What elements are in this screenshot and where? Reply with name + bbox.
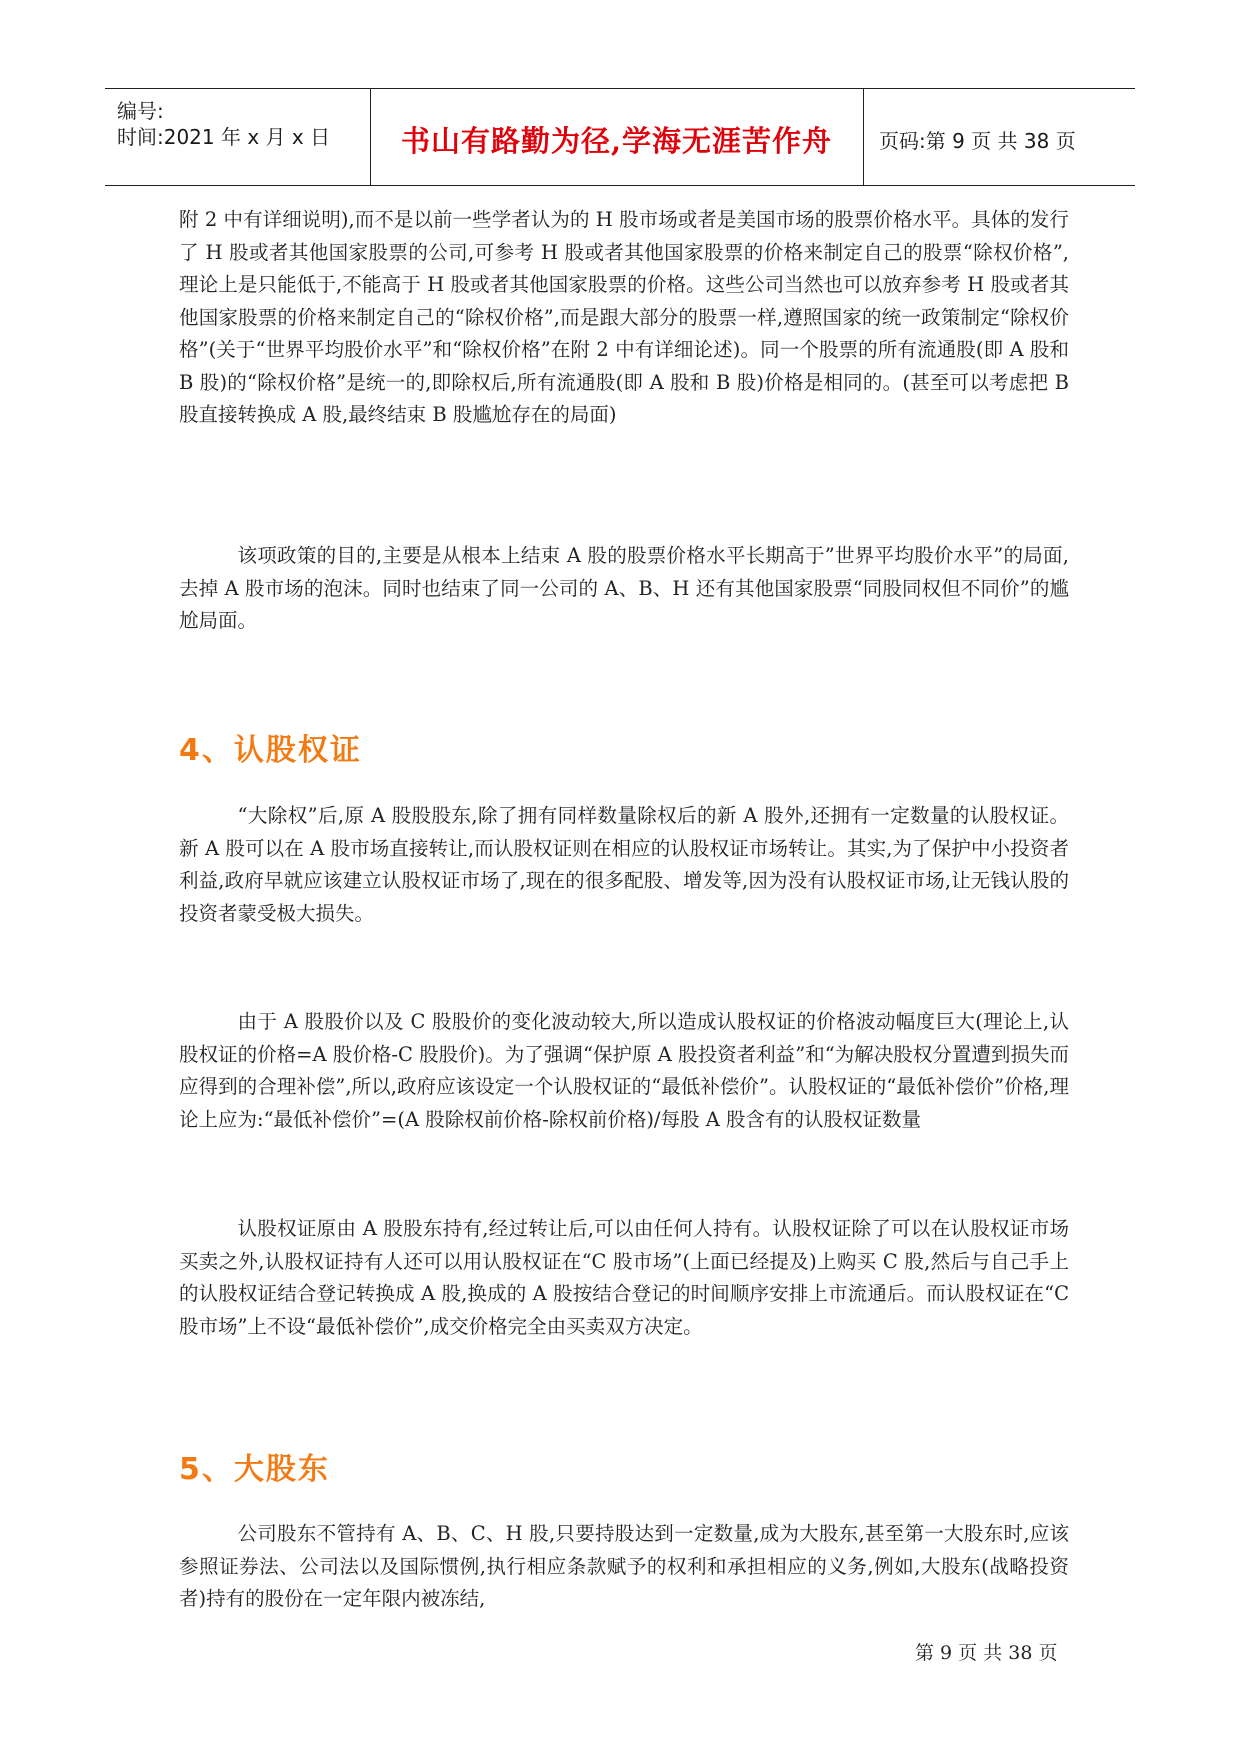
document-time-label: 时间:2021 年 x 月 x 日 bbox=[117, 125, 331, 149]
page-footer: 第 9 页 共 38 页 bbox=[915, 1642, 1058, 1664]
header-page-number: 页码:第 9 页 共 38 页 bbox=[879, 129, 1076, 153]
section-heading-4: 4、认股权证 bbox=[179, 733, 362, 768]
header-motto: 书山有路勤为径,学海无涯苦作舟 bbox=[400, 124, 833, 158]
header-page-cell bbox=[863, 89, 1135, 185]
paragraph-3: “大除权”后,原 A 股股股东,除了拥有同样数量除权后的新 A 股外,还拥有一定数量的认股权证。新 A 股可以在 A 股市场直接转让,而认股权证则在相应的认股权证市场转让。其实,为了保护中小投资者利益,政府早就应该建立认股权证市场了,现在的很多配股、增发等,因为没有认股权证市场,让无钱认股的投资者蒙受极大损失。 bbox=[179, 804, 1069, 925]
section-heading-5: 5、大股东 bbox=[179, 1452, 330, 1487]
header-motto-cell bbox=[370, 89, 864, 185]
paragraph-2: 该项政策的目的,主要是从根本上结束 A 股的股票价格水平长期高于”世界平均股价水平”的局面,去掉 A 股市场的泡沫。同时也结束了同一公司的 A、B、H 还有其他国家股票“同股同权但不同价”的尴尬局面。 bbox=[179, 544, 1069, 632]
page-header bbox=[105, 88, 1135, 186]
document-number-label: 编号: bbox=[117, 99, 164, 123]
paragraph-5: 认股权证原由 A 股股东持有,经过转让后,可以由任何人持有。认股权证除了可以在认股权证市场买卖之外,认股权证持有人还可以用认股权证在“C 股市场”(上面已经提及)上购买 C 股,然后与自己手上的认股权证结合登记转换成 A 股,换成的 A 股按结合登记的时间顺序安排上市流通后。而认股权证在“C 股市场”上不设“最低补偿价”,成交价格完全由买卖双方决定。 bbox=[179, 1217, 1069, 1338]
paragraph-6: 公司股东不管持有 A、B、C、H 股,只要持股达到一定数量,成为大股东,甚至第一大股东时,应该参照证券法、公司法以及国际惯例,执行相应条款赋予的权利和承担相应的义务,例如,大股东(战略投资者)持有的股份在一定年限内被冻结, bbox=[179, 1522, 1069, 1610]
header-meta-cell bbox=[105, 89, 371, 185]
paragraph-1: 附 2 中有详细说明),而不是以前一些学者认为的 H 股市场或者是美国市场的股票价格水平。具体的发行了 H 股或者其他国家股票的公司,可参考 H 股或者其他国家股票的价格来制定自己的股票“除权价格”,理论上是只能低于,不能高于 H 股或者其他国家股票的价格。这些公司当然也可以放弃参考 H 股或者其他国家股票的价格来制定自己的“除权价格”,而是跟大部分的股票一样,遵照国家的统一政策制定“除权价格”(关于“世界平均股价水平”和“除权价格”在附 2 中有详细论述)。同一个股票的所有流通股(即 A 股和 B 股)的“除权价格”是统一的,即除权后,所有流通股(即 A 股和 B 股)价格是相同的。(甚至可以考虑把 B 股直接转换成 A 股,最终结束 B 股尴尬存在的局面) bbox=[179, 208, 1069, 426]
paragraph-4: 由于 A 股股价以及 C 股股价的变化波动较大,所以造成认股权证的价格波动幅度巨大(理论上,认股权证的价格=A 股价格-C 股股价)。为了强调“保护原 A 股投资者利益”和“为解决股权分置遭到损失而应得到的合理补偿”,所以,政府应该设定一个认股权证的“最低补偿价”。认股权证的“最低补偿价”价格,理论上应为:“最低补偿价”=(A 股除权前价格-除权前价格)/每股 A 股含有的认股权证数量 bbox=[179, 1010, 1069, 1131]
